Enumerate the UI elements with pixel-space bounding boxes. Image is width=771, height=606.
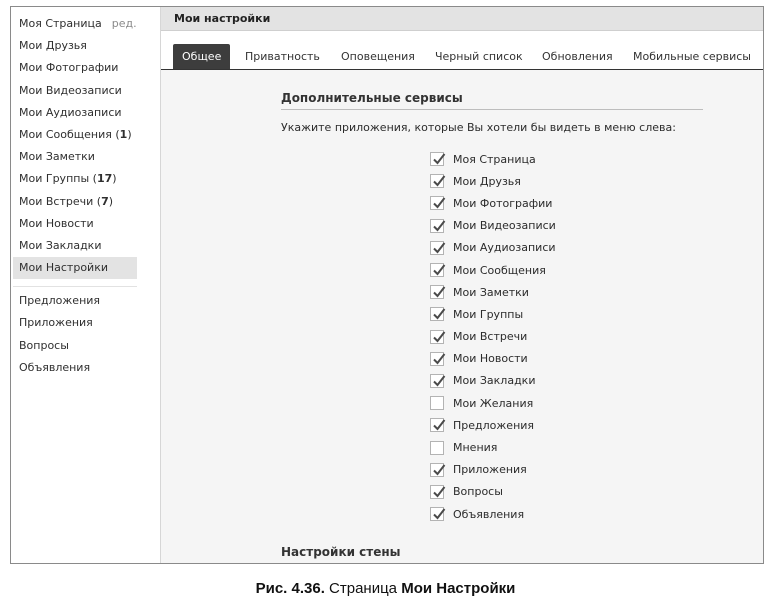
service-option-label: Предложения [453, 418, 535, 432]
service-checkbox[interactable] [430, 263, 444, 277]
service-option-label: Мои Заметки [453, 285, 529, 299]
checkmark-icon [431, 506, 447, 522]
service-option[interactable] [430, 326, 556, 348]
service-option[interactable] [430, 215, 556, 237]
service-option[interactable] [430, 459, 556, 481]
sidebar-item-label: Мои Встречи ( [19, 194, 102, 208]
service-option-label: Мои Новости [453, 352, 528, 366]
service-checkbox[interactable] [430, 219, 444, 233]
service-checkbox[interactable] [430, 196, 444, 210]
main-nav [11, 7, 161, 279]
browser-frame [10, 6, 764, 564]
checkmark-icon [431, 240, 447, 256]
service-option[interactable] [430, 392, 556, 414]
checkmark-icon [431, 484, 447, 500]
service-option[interactable] [430, 436, 556, 458]
sidebar-item-label: Мои Друзья [19, 39, 87, 53]
service-option-label: Приложения [453, 463, 527, 477]
sidebar-item-label: Мои Видеозаписи [19, 83, 122, 97]
service-option[interactable] [430, 481, 556, 503]
service-option[interactable] [430, 259, 556, 281]
checkmark-icon [431, 462, 447, 478]
sidebar-item-label: Моя Страница [19, 17, 102, 30]
groups-count: 17 [96, 172, 113, 186]
service-option[interactable] [430, 192, 556, 214]
sidebar-item-label: Предложения [19, 294, 101, 308]
sidebar-item-label: Вопросы [19, 338, 69, 352]
settings-main [160, 7, 763, 563]
count-close-paren: ) [127, 127, 132, 141]
unread-count: 1 [119, 127, 128, 141]
service-option[interactable] [430, 237, 556, 259]
service-option[interactable] [430, 303, 556, 325]
service-checkbox[interactable] [430, 507, 444, 521]
service-option-label: Мнения [453, 441, 498, 455]
sidebar-item-notes[interactable] [13, 146, 137, 168]
service-checkbox[interactable] [430, 152, 444, 166]
service-checkbox[interactable] [430, 485, 444, 499]
sidebar-item-label: Мои Новости [19, 216, 94, 230]
sidebar-item-ads[interactable] [13, 357, 137, 379]
sidebar-divider [13, 286, 137, 287]
section-title-wall: Настройки стены [281, 545, 703, 564]
sidebar-item-label: Мои Фотографии [19, 61, 119, 75]
service-option-label: Мои Желания [453, 396, 534, 410]
service-option-label: Мои Друзья [453, 174, 521, 188]
sidebar-item-news[interactable] [13, 213, 137, 235]
tab-mobile-services[interactable]: Мобильные сервисы [633, 50, 751, 63]
sidebar-item-settings[interactable] [13, 257, 137, 279]
page-title: Мои настройки [161, 7, 763, 31]
checkmark-icon [431, 262, 447, 278]
sidebar-item-messages[interactable] [13, 124, 137, 146]
caption-bold-text: Мои Настройки [401, 580, 516, 597]
service-option[interactable] [430, 281, 556, 303]
sidebar-item-questions[interactable] [13, 335, 137, 357]
count-close-paren: ) [112, 172, 117, 186]
extra-nav [11, 290, 161, 379]
figure-caption [0, 580, 771, 597]
sidebar-item-label: Мои Аудиозаписи [19, 105, 122, 119]
checkmark-icon [431, 173, 447, 189]
sidebar-item-label: Мои Закладки [19, 238, 102, 252]
service-checkbox[interactable] [430, 174, 444, 188]
service-checkbox[interactable] [430, 463, 444, 477]
checkmark-icon [431, 329, 447, 345]
checkmark-icon [431, 351, 447, 367]
checkmark-icon [431, 306, 447, 322]
service-checkbox[interactable] [430, 307, 444, 321]
tab-general[interactable]: Общее [173, 44, 230, 69]
service-checkbox[interactable] [430, 396, 444, 410]
left-sidebar [11, 7, 161, 563]
tab-blacklist[interactable]: Черный список [435, 50, 523, 63]
section-title-services: Дополнительные сервисы [281, 91, 703, 110]
sidebar-item-videos[interactable] [13, 80, 137, 102]
service-checkbox[interactable] [430, 374, 444, 388]
service-option-label: Мои Встречи [453, 330, 528, 344]
service-checkbox[interactable] [430, 441, 444, 455]
service-checkbox[interactable] [430, 352, 444, 366]
service-option-label: Мои Сообщения [453, 263, 546, 277]
service-option-label: Мои Группы [453, 307, 524, 321]
service-checkbox[interactable] [430, 330, 444, 344]
edit-link[interactable]: ред. [111, 17, 137, 30]
service-checkbox[interactable] [430, 241, 444, 255]
caption-text: Страница [324, 580, 402, 597]
service-option-label: Мои Видеозаписи [453, 219, 556, 233]
sidebar-item-label: Мои Сообщения ( [19, 127, 120, 141]
sidebar-item-audio[interactable] [13, 102, 137, 124]
tab-updates[interactable]: Обновления [542, 50, 613, 63]
service-option[interactable] [430, 170, 556, 192]
service-option-label: Объявления [453, 507, 525, 521]
service-option-label: Моя Страница [453, 152, 536, 166]
sidebar-item-friends[interactable] [13, 35, 137, 57]
service-option-label: Вопросы [453, 485, 503, 499]
settings-tabs [161, 31, 763, 70]
checkmark-icon [431, 218, 447, 234]
checkmark-icon [431, 195, 447, 211]
count-close-paren: ) [108, 194, 114, 208]
service-checkbox[interactable] [430, 285, 444, 299]
service-option-label: Мои Аудиозаписи [453, 241, 556, 255]
sidebar-item-events[interactable] [13, 191, 137, 213]
service-option[interactable] [430, 348, 556, 370]
service-option[interactable] [430, 370, 556, 392]
checkmark-icon [431, 284, 447, 300]
caption-number: Рис. 4.36. [255, 580, 325, 597]
sidebar-item-offers[interactable] [13, 290, 137, 312]
sidebar-item-apps[interactable] [13, 312, 137, 334]
checkmark-icon [431, 373, 447, 389]
sidebar-item-label: Приложения [19, 316, 93, 330]
checkmark-icon [431, 417, 447, 433]
service-option[interactable] [430, 148, 556, 170]
services-intro-text: Укажите приложения, которые Вы хотели бы видеть в меню слева: [281, 121, 676, 134]
events-count: 7 [101, 194, 109, 208]
sidebar-item-photos[interactable] [13, 57, 137, 79]
sidebar-item-label: Объявления [19, 360, 91, 374]
service-checkbox[interactable] [430, 418, 444, 432]
tab-privacy[interactable]: Приватность [245, 50, 320, 63]
service-option-label: Мои Фотографии [453, 196, 553, 210]
service-option[interactable] [430, 414, 556, 436]
sidebar-item-label: Мои Заметки [19, 150, 95, 164]
sidebar-item-my-page[interactable] [13, 13, 137, 35]
service-option-label: Мои Закладки [453, 374, 536, 388]
sidebar-item-groups[interactable] [13, 168, 137, 190]
services-checklist [430, 148, 556, 525]
sidebar-item-label: Мои Настройки [19, 261, 108, 275]
sidebar-item-label: Мои Группы ( [19, 172, 97, 186]
checkmark-icon [431, 151, 447, 167]
service-option[interactable] [430, 503, 556, 525]
sidebar-item-bookmarks[interactable] [13, 235, 137, 257]
tab-notifications[interactable]: Оповещения [341, 50, 415, 63]
